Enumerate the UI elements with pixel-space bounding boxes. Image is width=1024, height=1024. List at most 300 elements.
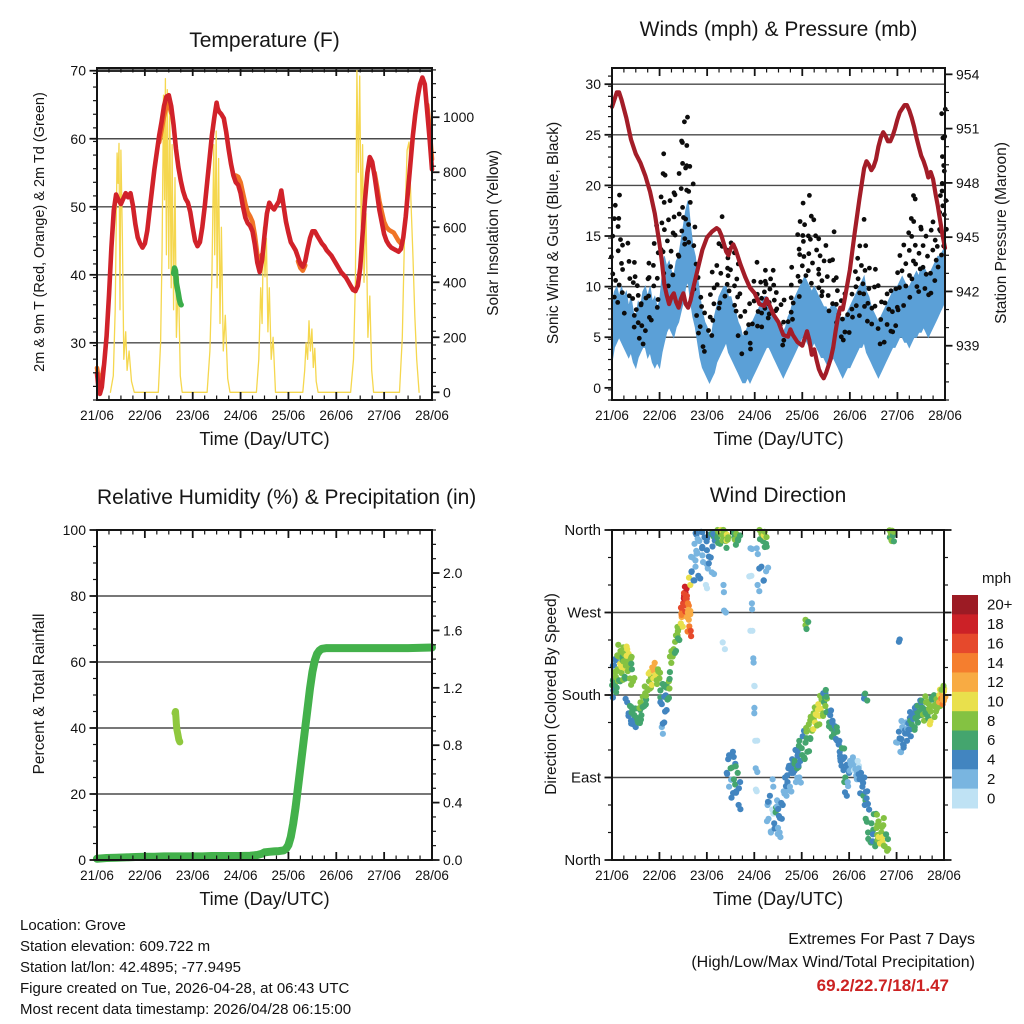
- series-gust-dots: [798, 219, 803, 224]
- series-direction-dots: [765, 799, 771, 805]
- series-gust-dots: [929, 291, 934, 296]
- series-gust-dots: [774, 290, 779, 295]
- y-tick-label: 50: [70, 198, 86, 215]
- series-gust-dots: [806, 268, 811, 273]
- series-direction-dots: [657, 670, 663, 676]
- series-gust-dots: [696, 331, 701, 336]
- series-gust-dots: [617, 193, 622, 198]
- series-gust-dots: [820, 278, 825, 283]
- series-gust-dots: [854, 284, 859, 289]
- series-gust-dots: [774, 307, 779, 312]
- series-gust-dots: [626, 241, 631, 246]
- series-direction-dots: [746, 573, 752, 579]
- series-gust-dots: [809, 281, 814, 286]
- series-gust-dots: [885, 292, 890, 297]
- series-gust-dots: [693, 225, 698, 230]
- series-gust-dots: [738, 291, 743, 296]
- series-direction-dots: [885, 836, 891, 842]
- series-direction-dots: [763, 534, 769, 540]
- y-tick-label: 40: [70, 266, 86, 283]
- series-direction-dots: [822, 703, 828, 709]
- series-direction-dots: [667, 669, 673, 675]
- series-direction-dots: [828, 707, 834, 713]
- series-gust-dots: [620, 290, 625, 295]
- series-direction-dots: [770, 784, 776, 790]
- series-gust-dots: [643, 328, 648, 333]
- series-gust-dots: [615, 300, 620, 305]
- series-gust-dots: [857, 244, 862, 249]
- series-direction-dots: [885, 846, 891, 852]
- y-tick-label: 0.0: [443, 852, 463, 868]
- series-direction-dots: [795, 762, 801, 768]
- series-gust-dots: [895, 270, 900, 275]
- x-tick-label: 27/06: [879, 868, 914, 883]
- series-gust-dots: [801, 201, 806, 206]
- x-tick-label: 27/06: [880, 408, 915, 423]
- y-tick-label: 1000: [443, 109, 475, 126]
- y-tick-label: 30: [70, 334, 86, 351]
- series-direction-dots: [751, 705, 757, 711]
- colorbar-swatch: [952, 672, 978, 692]
- y-tick-label: 1.2: [443, 679, 463, 696]
- series-direction-dots: [724, 771, 730, 777]
- series-gust-dots: [686, 222, 691, 227]
- panel-title-wind-direction: Wind Direction: [709, 484, 847, 507]
- series-gust-dots: [808, 237, 813, 242]
- series-gust-dots: [900, 268, 905, 273]
- series-gust-dots: [853, 269, 858, 274]
- series-gust-dots: [862, 217, 867, 222]
- series-direction-dots: [881, 815, 887, 821]
- series-gust-dots: [909, 234, 914, 239]
- x-tick-label: 24/06: [737, 868, 772, 883]
- series-gust-dots: [699, 304, 704, 309]
- series-gust-dots: [866, 301, 871, 306]
- x-tick-label: 27/06: [367, 408, 402, 423]
- y-tick-label: 954: [956, 66, 980, 83]
- series-gust-dots: [659, 195, 664, 200]
- series-gust-dots: [618, 237, 623, 242]
- series-gust-dots: [637, 336, 642, 341]
- series-gust-dots: [878, 342, 883, 347]
- y-tick-label: 0: [78, 852, 86, 868]
- series-direction-dots: [764, 544, 770, 550]
- series-gust-dots: [616, 224, 621, 229]
- series-gust-dots: [662, 227, 667, 232]
- xaxis-title-temperature: Time (Day/UTC): [199, 429, 330, 449]
- colorbar-swatch: [952, 595, 978, 615]
- x-tick-label: 22/06: [127, 408, 162, 423]
- series-direction-dots: [643, 701, 649, 707]
- series-gust-dots: [889, 288, 894, 293]
- series-direction-dots: [704, 585, 710, 591]
- series-gust-dots: [672, 215, 677, 220]
- series-gust-dots: [795, 232, 800, 237]
- series-direction-dots: [755, 551, 761, 557]
- series-gust-dots: [802, 254, 807, 259]
- series-direction-dots: [720, 639, 726, 645]
- series-gust-dots: [816, 267, 821, 272]
- series-gust-dots: [709, 333, 714, 338]
- series-gust-dots: [661, 151, 666, 156]
- series-gust-dots: [677, 212, 682, 217]
- series-gust-dots: [634, 307, 639, 312]
- series-direction-dots: [692, 557, 698, 563]
- series-gust-dots: [780, 343, 785, 348]
- series-direction-dots: [756, 565, 762, 571]
- series-gust-dots: [913, 262, 918, 267]
- series-direction-dots: [643, 693, 649, 699]
- y-tick-label: West: [567, 604, 601, 622]
- x-tick-label: 21/06: [80, 408, 114, 423]
- series-direction-dots: [778, 800, 784, 806]
- series-gust-dots: [766, 316, 771, 321]
- series-gust-dots: [801, 239, 806, 244]
- series-direction-dots: [628, 661, 634, 667]
- x-tick-label: 21/06: [595, 868, 629, 883]
- series-gust-dots: [694, 313, 699, 318]
- series-direction-dots: [721, 589, 727, 595]
- series-gust-dots: [934, 258, 939, 263]
- y-tick-label: 60: [70, 130, 86, 147]
- x-tick-label: 25/06: [271, 408, 306, 423]
- y-tick-label: 0.8: [443, 737, 463, 754]
- series-direction-dots: [805, 619, 811, 625]
- series-gust-dots: [915, 284, 920, 289]
- y-tick-label: 20: [585, 177, 601, 194]
- series-gust-dots: [677, 254, 682, 259]
- colorbar-label: 18: [987, 616, 1004, 634]
- series-direction-dots: [901, 745, 907, 751]
- series-gust-dots: [791, 301, 796, 306]
- series-gust-dots: [898, 253, 903, 258]
- series-direction-dots: [704, 547, 710, 553]
- series-gust-dots: [827, 309, 832, 314]
- y-tick-label: 945: [956, 229, 980, 246]
- y-tick-label: 2.0: [443, 565, 463, 582]
- series-gust-dots: [869, 322, 874, 327]
- series-gust-dots: [930, 248, 935, 253]
- series-direction-dots: [680, 624, 686, 630]
- series-gust-dots: [768, 277, 773, 282]
- series-direction-dots: [761, 578, 767, 584]
- series-direction-dots: [699, 552, 705, 558]
- series-gust-dots: [732, 303, 737, 308]
- y-tick-label: 939: [956, 337, 980, 354]
- series-gust-dots: [859, 263, 864, 268]
- series-gust-dots: [806, 251, 811, 256]
- series-gust-dots: [752, 279, 757, 284]
- series-gust-dots: [755, 324, 760, 329]
- series-gust-dots: [723, 294, 728, 299]
- series-gust-dots: [712, 301, 717, 306]
- series-gust-dots: [779, 302, 784, 307]
- series-direction-dots: [736, 785, 742, 791]
- y-tick-label: 0: [593, 379, 601, 396]
- series-gust-dots: [632, 313, 637, 318]
- colorbar-label: 20+: [987, 596, 1013, 614]
- series-direction-dots: [754, 738, 760, 744]
- series-gust-dots: [845, 312, 850, 317]
- series-direction-dots: [799, 745, 805, 751]
- x-tick-label: 26/06: [832, 408, 867, 423]
- series-gust-dots: [762, 290, 767, 295]
- series-direction-dots: [864, 795, 870, 801]
- series-gust-dots: [797, 252, 802, 257]
- series-direction-dots: [657, 699, 663, 705]
- x-tick-label: 25/06: [271, 868, 306, 883]
- series-direction-dots: [931, 714, 937, 720]
- series-gust-dots: [680, 140, 685, 145]
- y-tick-label: 800: [443, 164, 467, 181]
- series-direction-dots: [695, 536, 701, 542]
- series-gust-dots: [710, 270, 715, 275]
- series-gust-dots: [921, 265, 926, 270]
- series-direction-dots: [823, 687, 829, 693]
- series-gust-dots: [736, 333, 741, 338]
- series-gust-dots: [939, 111, 944, 116]
- series-direction-dots: [622, 674, 628, 680]
- series-direction-dots: [860, 780, 866, 786]
- colorbar-label: 4: [987, 751, 996, 769]
- series-gust-dots: [768, 287, 773, 292]
- series-gust-dots: [763, 268, 768, 273]
- series-gust-dots: [923, 286, 928, 291]
- series-gust-dots: [698, 324, 703, 329]
- figure-created: Figure created on Tue, 2026-04-28, at 06:43 UTC: [20, 980, 350, 997]
- series-gust-dots: [683, 166, 688, 171]
- recent-timestamp: Most recent data timestamp: 2026/04/28 06:15:00: [20, 1001, 352, 1018]
- series-gust-dots: [627, 259, 632, 264]
- series-direction-dots: [735, 537, 741, 543]
- series-gust-dots: [717, 306, 722, 311]
- series-direction-dots: [709, 543, 715, 549]
- series-gust-dots: [655, 305, 660, 310]
- series-direction-dots: [834, 724, 840, 730]
- xaxis-title-wind-direction: Time (Day/UTC): [712, 889, 844, 909]
- series-gust-dots: [764, 282, 769, 287]
- series-direction-dots: [726, 784, 732, 790]
- series-direction-dots: [737, 806, 743, 812]
- y-tick-label: 20: [70, 786, 86, 802]
- series-direction-dots: [897, 636, 903, 642]
- x-tick-label: 28/06: [928, 408, 962, 423]
- y-tick-label: 25: [585, 126, 601, 143]
- series-direction-dots: [777, 829, 783, 835]
- colorbar-label: 8: [987, 712, 996, 730]
- series-gust-dots: [717, 301, 722, 306]
- series-direction-dots: [664, 707, 670, 713]
- series-direction-dots: [668, 660, 674, 666]
- series-gust-dots: [734, 277, 739, 282]
- series-direction-dots: [803, 626, 809, 632]
- extremes-title: Extremes For Past 7 Days: [788, 931, 975, 948]
- series-gust-dots: [901, 303, 906, 308]
- series-gust-dots: [669, 249, 674, 254]
- y-tick-label: 70: [70, 62, 86, 79]
- series-gust-dots: [686, 240, 691, 245]
- series-direction-dots: [688, 633, 694, 639]
- series-gust-dots: [789, 295, 794, 300]
- panel-title-winds-pressure: Winds (mph) & Pressure (mb): [639, 18, 918, 41]
- series-direction-dots: [722, 646, 728, 652]
- series-direction-dots: [915, 719, 921, 725]
- series-direction-dots: [723, 545, 729, 551]
- series-gust-dots: [720, 214, 725, 219]
- series-direction-dots: [802, 756, 808, 762]
- colorbar-label: 10: [987, 693, 1004, 711]
- series-gust-dots: [691, 243, 696, 248]
- series-gust-dots: [781, 320, 786, 325]
- series-gust-dots: [938, 193, 943, 198]
- series-direction-dots: [660, 731, 666, 737]
- series-gust-dots: [816, 285, 821, 290]
- series-direction-dots: [898, 736, 904, 742]
- series-gust-dots: [935, 244, 940, 249]
- series-gust-dots: [863, 268, 868, 273]
- series-direction-dots: [814, 722, 820, 728]
- series-gust-dots: [820, 289, 825, 294]
- series-gust-dots: [857, 291, 862, 296]
- series-gust-dots: [647, 261, 652, 266]
- colorbar-swatch: [952, 692, 978, 712]
- series-humidity-fragment: [175, 712, 180, 742]
- series-gust-dots: [931, 220, 936, 225]
- series-gust-dots: [800, 263, 805, 268]
- y-tick-label: 0.4: [443, 794, 463, 811]
- series-direction-dots: [767, 793, 773, 799]
- series-temp-2m-red: [97, 78, 432, 394]
- x-tick-label: 25/06: [784, 868, 819, 883]
- series-direction-dots: [629, 654, 635, 660]
- series-gust-dots: [810, 261, 815, 266]
- series-gust-dots: [807, 193, 812, 198]
- series-gust-dots: [665, 239, 670, 244]
- series-gust-dots: [668, 264, 673, 269]
- series-gust-dots: [824, 243, 829, 248]
- series-gust-dots: [939, 253, 944, 258]
- colorbar-unit-label: mph: [982, 570, 1012, 587]
- series-direction-dots: [731, 776, 737, 782]
- series-direction-dots: [749, 606, 755, 612]
- series-gust-dots: [918, 225, 923, 230]
- x-tick-label: 24/06: [223, 408, 258, 423]
- series-gust-dots: [903, 261, 908, 266]
- colorbar-swatch: [952, 769, 978, 789]
- xaxis-title-winds: Time (Day/UTC): [713, 429, 844, 449]
- series-direction-dots: [666, 695, 672, 701]
- series-gust-dots: [814, 248, 819, 253]
- series-direction-dots: [660, 721, 666, 727]
- series-gust-dots: [662, 200, 667, 205]
- series-gust-dots: [706, 328, 711, 333]
- series-direction-dots: [623, 696, 629, 702]
- series-gust-dots: [830, 257, 835, 262]
- series-gust-dots: [840, 317, 845, 322]
- y-tick-label: North: [564, 852, 601, 869]
- xaxis-title-humidity: Time (Day/UTC): [199, 889, 330, 909]
- y-tick-label: 600: [443, 219, 467, 236]
- series-direction-dots: [754, 545, 760, 551]
- series-gust-dots: [811, 217, 816, 222]
- series-gust-dots: [850, 292, 855, 297]
- panel-title-humidity-precip: Relative Humidity (%) & Precipitation (in): [97, 486, 477, 509]
- colorbar-label: 0: [987, 790, 996, 808]
- series-gust-dots: [797, 247, 802, 252]
- series-gust-dots: [850, 315, 855, 320]
- series-direction-dots: [721, 608, 727, 614]
- series-gust-dots: [632, 325, 637, 330]
- series-gust-dots: [725, 282, 730, 287]
- series-direction-dots: [688, 628, 694, 634]
- series-direction-dots: [613, 689, 619, 695]
- x-tick-label: 26/06: [319, 408, 354, 423]
- series-dewpoint-2m-green: [174, 268, 182, 305]
- series-gust-dots: [677, 171, 682, 176]
- series-direction-dots: [756, 588, 762, 594]
- series-gust-dots: [708, 292, 713, 297]
- series-gust-dots: [663, 173, 668, 178]
- series-gust-dots: [771, 283, 776, 288]
- series-direction-dots: [840, 756, 846, 762]
- y-tick-label: 30: [585, 76, 601, 93]
- series-direction-dots: [709, 569, 715, 575]
- series-gust-dots: [679, 229, 684, 234]
- series-gust-dots: [928, 271, 933, 276]
- colorbar-swatch: [952, 634, 978, 654]
- y-tick-label: 5: [593, 329, 601, 346]
- series-gust-dots: [649, 318, 654, 323]
- series-gust-dots: [651, 263, 656, 268]
- series-gust-dots: [876, 283, 881, 288]
- series-gust-dots: [854, 303, 859, 308]
- series-direction-dots: [806, 748, 812, 754]
- colorbar-swatch: [952, 731, 978, 751]
- series-direction-dots: [737, 779, 743, 785]
- series-gust-dots: [686, 189, 691, 194]
- series-direction-dots: [752, 683, 758, 689]
- series-direction-dots: [788, 788, 794, 794]
- series-gust-dots: [924, 234, 929, 239]
- series-gust-dots: [863, 243, 868, 248]
- series-direction-dots: [747, 628, 753, 634]
- series-gust-dots: [834, 275, 839, 280]
- colorbar-label: 6: [987, 732, 996, 750]
- station-info-block: [20, 915, 351, 1020]
- x-tick-label: 21/06: [595, 408, 629, 423]
- series-gust-dots: [671, 273, 676, 278]
- series-gust-dots: [727, 289, 732, 294]
- colorbar-swatch: [952, 789, 978, 809]
- series-gust-dots: [901, 243, 906, 248]
- series-gust-dots: [747, 301, 752, 306]
- station-location: Location: Grove: [20, 917, 126, 934]
- series-direction-dots: [777, 815, 783, 821]
- series-gust-dots: [718, 271, 723, 276]
- series-gust-dots: [632, 260, 637, 265]
- series-gust-dots: [873, 304, 878, 309]
- series-gust-dots: [940, 189, 945, 194]
- station-latlon: Station lat/lon: 42.4895; -77.9495: [20, 959, 242, 976]
- series-gust-dots: [818, 253, 823, 258]
- series-direction-dots: [735, 770, 741, 776]
- x-tick-label: 25/06: [785, 408, 820, 423]
- series-gust-dots: [647, 275, 652, 280]
- series-gust-dots: [702, 311, 707, 316]
- series-direction-dots: [845, 783, 851, 789]
- series-gust-dots: [882, 340, 887, 345]
- series-gust-dots: [688, 200, 693, 205]
